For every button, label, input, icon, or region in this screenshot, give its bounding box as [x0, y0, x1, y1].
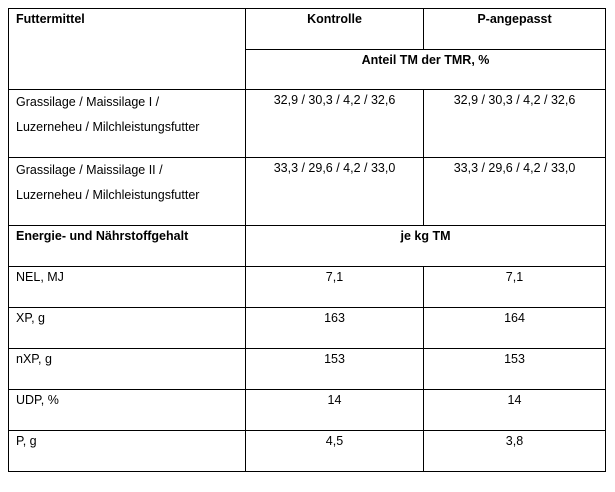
kontrolle-value: 32,9 / 30,3 / 4,2 / 32,6 [246, 90, 424, 158]
feed-label-line1: Grassilage / Maissilage II / [16, 163, 163, 177]
p-angepasst-value: 32,9 / 30,3 / 4,2 / 32,6 [424, 90, 606, 158]
kontrolle-value: 153 [246, 349, 424, 390]
table-row [9, 308, 606, 349]
header-futtermittel: Futtermittel [9, 9, 246, 90]
feed-label [9, 90, 246, 158]
header-kontrolle: Kontrolle [246, 9, 424, 50]
header-row [9, 9, 606, 50]
p-angepasst-value: 7,1 [424, 267, 606, 308]
table-row [9, 390, 606, 431]
feed-label [9, 158, 246, 226]
nutrient-label: UDP, % [9, 390, 246, 431]
p-angepasst-value: 153 [424, 349, 606, 390]
nutrient-label: nXP, g [9, 349, 246, 390]
table-row [9, 431, 606, 472]
p-angepasst-value: 3,8 [424, 431, 606, 472]
p-angepasst-value: 14 [424, 390, 606, 431]
table-row [9, 349, 606, 390]
section-label: Energie- und Nährstoffgehalt [9, 226, 246, 267]
header-p-angepasst: P-angepasst [424, 9, 606, 50]
feed-label-line2: Luzerneheu / Milchleistungsfutter [16, 120, 200, 134]
kontrolle-value: 163 [246, 308, 424, 349]
feed-label-line2: Luzerneheu / Milchleistungsfutter [16, 188, 200, 202]
p-angepasst-value: 164 [424, 308, 606, 349]
section-header-row [9, 226, 606, 267]
kontrolle-value: 4,5 [246, 431, 424, 472]
kontrolle-value: 14 [246, 390, 424, 431]
subheader-anteil-tm: Anteil TM der TMR, % [246, 50, 606, 90]
nutrient-label: XP, g [9, 308, 246, 349]
kontrolle-value: 33,3 / 29,6 / 4,2 / 33,0 [246, 158, 424, 226]
nutrient-label: NEL, MJ [9, 267, 246, 308]
table-row [9, 267, 606, 308]
nutrient-label: P, g [9, 431, 246, 472]
table-row [9, 90, 606, 158]
table-row [9, 158, 606, 226]
p-angepasst-value: 33,3 / 29,6 / 4,2 / 33,0 [424, 158, 606, 226]
feed-label-line1: Grassilage / Maissilage I / [16, 95, 160, 109]
kontrolle-value: 7,1 [246, 267, 424, 308]
feed-composition-table [8, 8, 606, 472]
section-unit: je kg TM [246, 226, 606, 267]
